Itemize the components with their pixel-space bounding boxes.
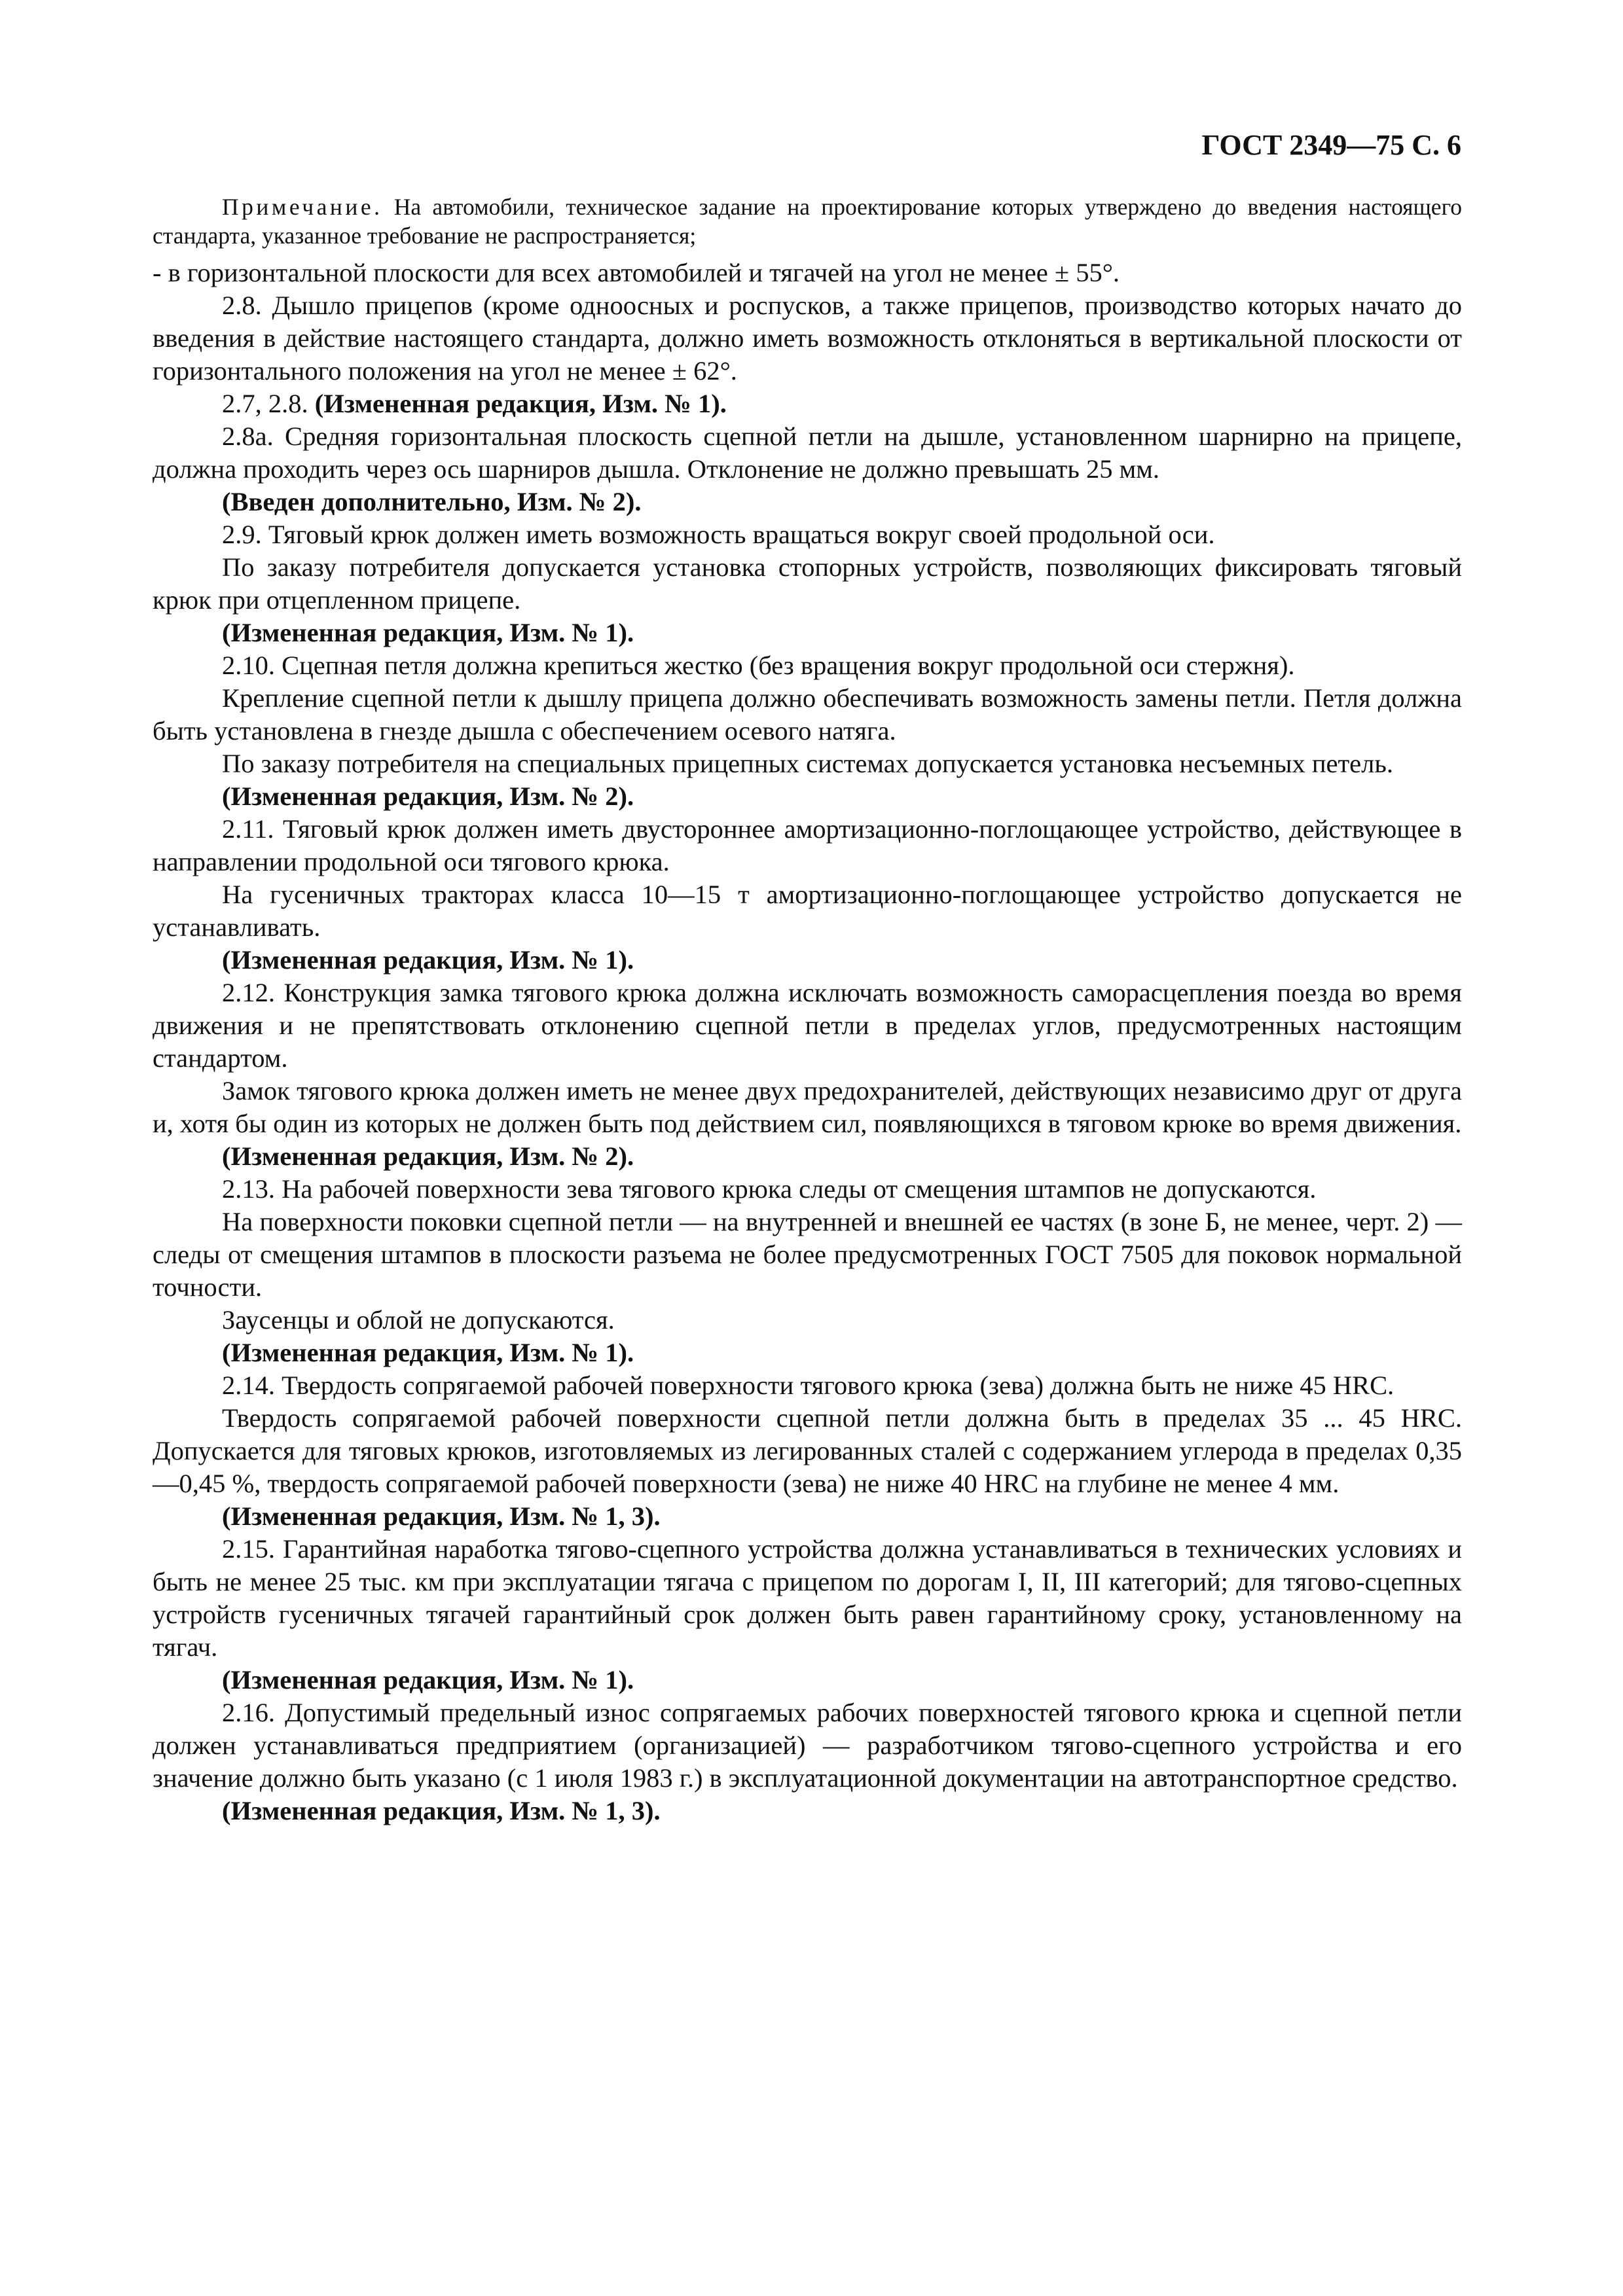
amendment-prefix: 2.7, 2.8. xyxy=(222,389,315,418)
note-paragraph xyxy=(153,192,1462,250)
amendment-note: (Измененная редакция, Изм. № 2). xyxy=(222,781,634,811)
paragraph: На гусеничных тракторах класса 10—15 т амортизационно-поглощающее устройство допускается не устанавливать. xyxy=(153,880,1462,942)
paragraph: Крепление сцепной петли к дышлу прицепа должно обеспечивать возможность замены петли. Петля должна быть установлена в гнезде дышла с обеспечением осевого натяга. xyxy=(153,683,1462,745)
amendment-note: (Введен дополнительно, Изм. № 2). xyxy=(222,487,642,516)
amendment-note xyxy=(153,387,1462,420)
paragraph-2-9: 2.9. Тяговый крюк должен иметь возможность вращаться вокруг своей продольной оси. xyxy=(222,520,1215,549)
paragraph: На поверхности поковки сцепной петли — на внутренней и внешней ее частях (в зоне Б, не менее, черт. 2) — следы от смещения штампов в плоскости разъема не более предусмотренных ГОСТ 7505 для поковок нормальной точности. xyxy=(153,1207,1462,1302)
paragraph-2-10: 2.10. Сцепная петля должна крепиться жестко (без вращения вокруг продольной оси стержня). xyxy=(222,651,1295,680)
paragraph-2-15: 2.15. Гарантийная наработка тягово-сцепного устройства должна устанавливаться в технических условиях и быть не менее 25 тыс. км при эксплуатации тягача с прицепом по дорогам I, II, III категорий; для тягово-сцепных устройств гусеничных тягачей гарантийный срок должен быть равен гарантийному сроку, установленному на тягач. xyxy=(153,1534,1462,1662)
paragraph: По заказу потребителя допускается установка стопорных устройств, позволяющих фиксировать тяговый крюк при отцепленном прицепе. xyxy=(153,552,1462,615)
page-header: ГОСТ 2349—75 С. 6 xyxy=(1201,129,1461,161)
amendment-note: (Измененная редакция, Изм. № 1). xyxy=(222,1665,634,1695)
amendment-note: (Измененная редакция, Изм. № 1). xyxy=(222,618,634,647)
paragraph: По заказу потребителя на специальных прицепных системах допускается установка несъемных петель. xyxy=(222,749,1393,778)
paragraph: Заусенцы и облой не допускаются. xyxy=(222,1305,615,1335)
paragraph-2-14: 2.14. Твердость сопрягаемой рабочей поверхности тягового крюка (зева) должна быть не ниже 45 HRC. xyxy=(222,1371,1395,1400)
paragraph-2-12: 2.12. Конструкция замка тягового крюка должна исключать возможность саморасцепления поезда во время движения и не препятствовать отклонению сцепной петли в пределах углов, предусмотренных настоящим стандартом. xyxy=(153,978,1462,1073)
paragraph-2-8a: 2.8а. Средняя горизонтальная плоскость сцепной петли на дышле, установленном шарнирно на прицепе, должна проходить через ось шарниров дышла. Отклонение не должно превышать 25 мм. xyxy=(153,422,1462,484)
paragraph-2-11: 2.11. Тяговый крюк должен иметь двустороннее амортизационно-поглощающее устройство, действующее в направлении продольной оси тягового крюка. xyxy=(153,814,1462,876)
document-body xyxy=(153,192,1462,1827)
amendment-note: (Измененная редакция, Изм. № 1). xyxy=(222,945,634,975)
amendment-note: (Измененная редакция, Изм. № 1). xyxy=(222,1338,634,1367)
note-text: На автомобили, техническое задание на проектирование которых утверждено до введения настоящего стандарта, указанное требование не распространяется; xyxy=(153,194,1462,249)
paragraph-2-13: 2.13. На рабочей поверхности зева тягового крюка следы от смещения штампов не допускаются. xyxy=(222,1174,1317,1204)
amendment-note: (Измененная редакция, Изм. № 1, 3). xyxy=(222,1796,661,1825)
paragraph: Замок тягового крюка должен иметь не менее двух предохранителей, действующих независимо друг от друга и, хотя бы один из которых не должен быть под действием сил, появляющихся в тяговом крюке во время движения. xyxy=(153,1076,1462,1138)
amendment-note: (Измененная редакция, Изм. № 2). xyxy=(222,1141,634,1171)
paragraph-2-16: 2.16. Допустимый предельный износ сопрягаемых рабочих поверхностей тягового крюка и сцепной петли должен устанавливаться предприятием (организацией) — разработчиком тягово-сцепного устройства и его значение должно быть указано (с 1 июля 1983 г.) в эксплуатационной документации на автотранспортное средство. xyxy=(153,1698,1462,1793)
paragraph-2-8: 2.8. Дышло прицепов (кроме одноосных и роспусков, а также прицепов, производство которых начато до введения в действие настоящего стандарта, должно иметь возможность отклоняться в вертикальной плоскости от горизонтального положения на угол не менее ± 62°. xyxy=(153,291,1462,386)
paragraph: - в горизонтальной плоскости для всех автомобилей и тягачей на угол не менее ± 55°. xyxy=(153,258,1120,287)
note-label: Примечание. xyxy=(222,194,383,220)
amendment-text: (Измененная редакция, Изм. № 1). xyxy=(314,389,727,418)
amendment-note: (Измененная редакция, Изм. № 1, 3). xyxy=(222,1501,661,1531)
paragraph: Твердость сопрягаемой рабочей поверхности сцепной петли должна быть в пределах 35 ... 45 HRC. Допускается для тяговых крюков, изготовляемых из легированных сталей с содержанием углерода в пределах 0,35—0,45 %, твердость сопрягаемой рабочей поверхности (зева) не ниже 40 HRC на глубине не менее 4 мм. xyxy=(153,1403,1462,1498)
